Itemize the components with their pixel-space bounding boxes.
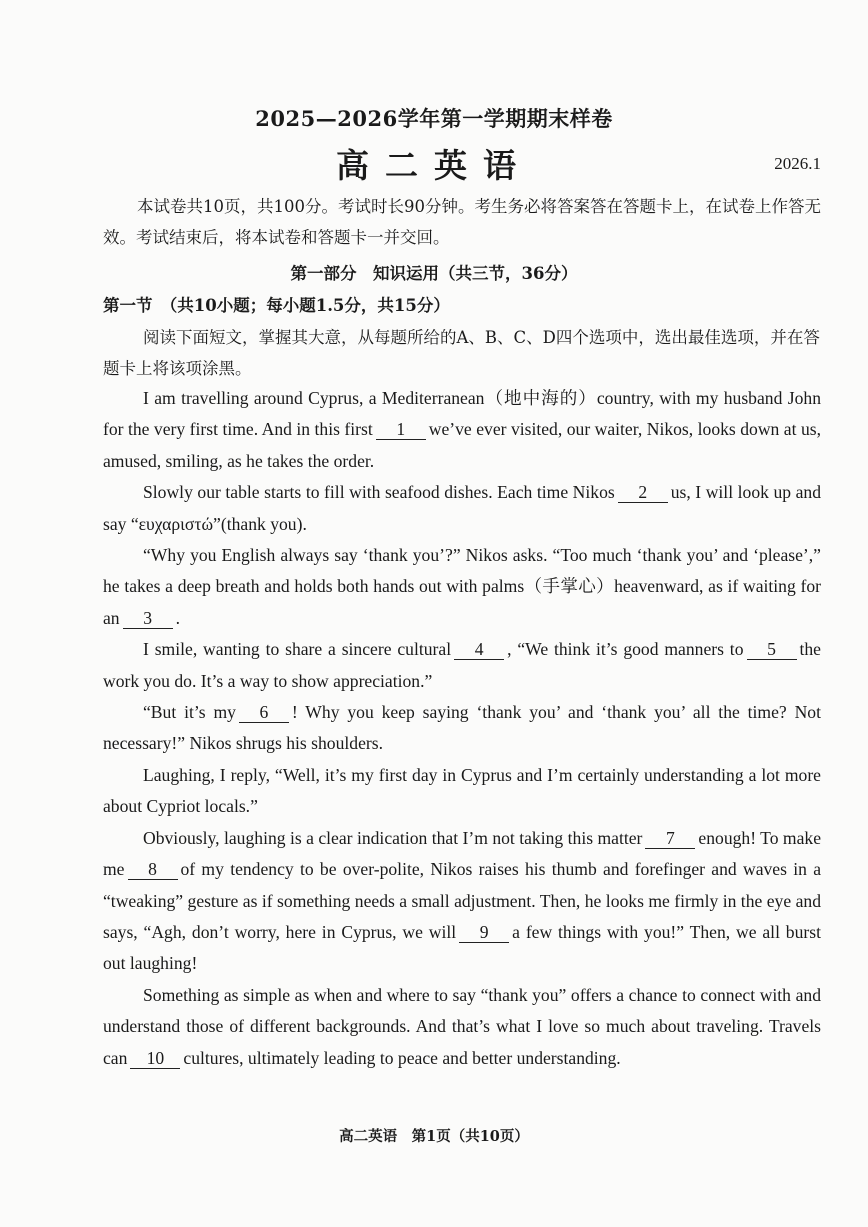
exam-instructions: 本试卷共10页，共100分。考试时长90分钟。考生务必将答案答在答题卡上，在试卷上作答无效。考试结束后，将本试卷和答题卡一并交回。	[103, 197, 821, 247]
passage-text: Slowly our table starts to fill with seafood dishes. Each time Nikos	[143, 482, 615, 503]
cloze-blank-1: 1	[376, 419, 426, 440]
passage-paragraph	[103, 760, 821, 823]
cloze-blank-3: 3	[123, 608, 173, 629]
passage-text: Obviously, laughing is a clear indication that I’m not taking this matter	[143, 827, 643, 848]
passage-text: cultures, ultimately leading to peace and better understanding.	[183, 1047, 621, 1068]
cloze-blank-10: 10	[130, 1048, 180, 1069]
exam-title: 2025—2026学年第一学期期末样卷	[255, 106, 613, 131]
cloze-blank-5: 5	[747, 639, 797, 660]
passage-text: Laughing, I reply, “Well, it’s my first day in Cyprus and I’m certainly understanding a lot more about Cypriot locals.”	[103, 764, 821, 817]
passage-text: us, I will look up and say “ευχαριστώ”(thank you).	[103, 482, 821, 534]
cloze-blank-7: 7	[645, 828, 695, 849]
passage-text: of my tendency to be over-polite, Nikos raises his thumb and forefinger and waves in a “tweaking” gesture as if something needs a small adjustment. Then, he looks me firmly in the eye and says, “Agh, don’t worry, here in Cyprus, we will	[103, 859, 821, 942]
part-one-title: 第一部分 知识运用（共三节，36分）	[290, 264, 578, 283]
passage-text: I am travelling around Cyprus, a Mediterranean（地中海的）country, with my husband John for the very first time. And in this first	[103, 388, 821, 440]
passage-text: .	[175, 607, 181, 628]
passage-text: we’ve ever visited, our waiter, Nikos, looks down at us, amused, smiling, as he takes the order.	[103, 419, 821, 471]
passage-text: a few things with you!” Then, we all burst out laughing!	[103, 921, 821, 974]
passage-paragraph	[103, 634, 821, 697]
passage-paragraph	[103, 383, 821, 477]
passage-paragraph	[103, 823, 821, 980]
cloze-passage	[103, 383, 821, 1074]
passage-text: I smile, wanting to share a sincere cultural	[143, 639, 452, 660]
passage-text: “But it’s my	[143, 702, 236, 723]
cloze-blank-2: 2	[618, 482, 668, 503]
cloze-blank-8: 8	[128, 859, 178, 880]
section-one-title: 第一节 （共10小题；每小题1.5分，共15分）	[103, 296, 450, 315]
passage-paragraph	[103, 477, 821, 540]
passage-text: “Why you English always say ‘thank you’?” Nikos asks. “Too much ‘thank you’ and ‘please’,” he takes a deep breath and holds both hands out with palms（手掌心）heavenward, as if waiting for an	[103, 545, 821, 628]
passage-text: , “We think it’s good manners to	[507, 639, 744, 660]
exam-date: 2026.1	[774, 154, 821, 173]
passage-paragraph	[103, 697, 821, 760]
passage-text: the work you do. It’s a way to show appreciation.”	[103, 639, 821, 691]
subject-title: 高二英语	[336, 146, 532, 185]
passage-text: Something as simple as when and where to say “thank you” offers a chance to connect with and understand those of different backgrounds. And that’s what I love so much about traveling. Travels can	[103, 984, 821, 1068]
section-directions: 阅读下面短文，掌握其大意，从每题所给的A、B、C、D四个选项中，选出最佳选项，并在答题卡上将该项涂黑。	[103, 328, 820, 378]
cloze-blank-6: 6	[239, 702, 289, 723]
passage-text: ! Why you keep saying ‘thank you’ and ‘thank you’ all the time? Not necessary!” Nikos shrugs his shoulders.	[103, 702, 821, 754]
passage-paragraph	[103, 540, 821, 634]
subject-row	[0, 140, 868, 184]
cloze-blank-4: 4	[454, 639, 504, 660]
passage-text: enough! To make me	[103, 827, 822, 880]
page-footer: 高二英语 第1页（共10页）	[339, 1128, 529, 1145]
passage-paragraph	[103, 980, 821, 1074]
cloze-blank-9: 9	[459, 922, 509, 943]
